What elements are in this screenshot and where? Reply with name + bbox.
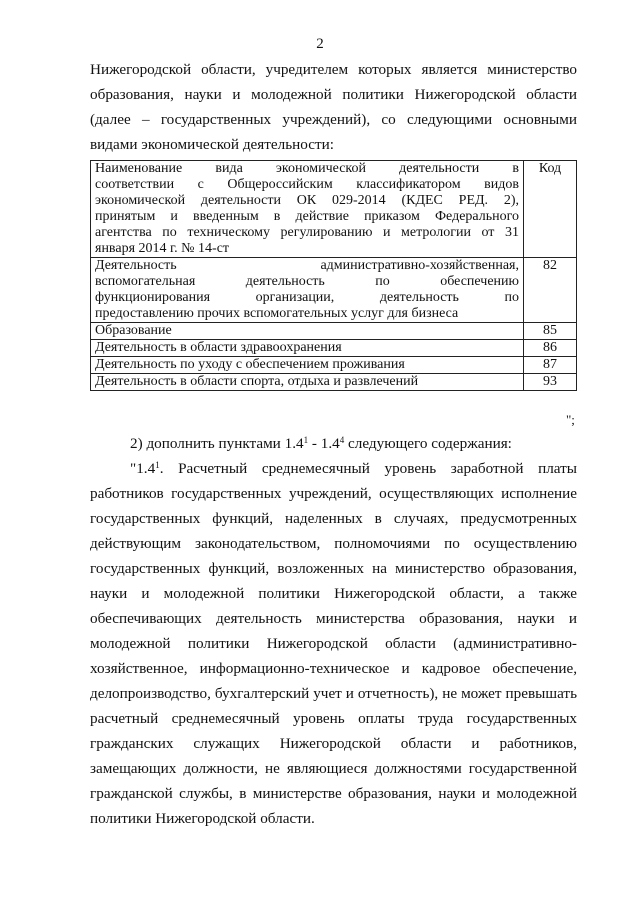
item-2-text: следующего содержания: bbox=[344, 435, 512, 452]
table-row bbox=[91, 340, 577, 357]
table-header-row bbox=[91, 161, 577, 258]
row-code-cell: 87 bbox=[524, 357, 577, 374]
item-1-4-1-first-line bbox=[90, 456, 577, 481]
activity-table bbox=[90, 160, 577, 391]
paragraph-line: замещающих должности, не являющиеся должностями государственной bbox=[90, 760, 577, 777]
cell-line: соответствии с Общероссийским классификатором видов bbox=[95, 177, 519, 192]
cell-line: Деятельность по уходу с обеспечением проживания bbox=[95, 357, 405, 372]
superscript: 1 bbox=[155, 460, 160, 470]
row-name-cell bbox=[91, 357, 524, 374]
paragraph-line: гражданской службы, в министерстве образования, науки и молодежной bbox=[90, 785, 577, 802]
item-2-text: 2) дополнить пунктами 1.4 bbox=[130, 435, 304, 452]
table-row bbox=[91, 323, 577, 340]
item-2-text: - 1.4 bbox=[308, 435, 340, 452]
paragraph-line: расчетный среднемесячный уровень оплаты труда государственных bbox=[90, 710, 577, 727]
table-row bbox=[91, 357, 577, 374]
paragraph-line: работников государственных учреждений, осуществляющих исполнение bbox=[90, 485, 577, 502]
row-name-cell bbox=[91, 374, 524, 391]
cell-line: принятым и введенным в действие приказом Федерального bbox=[95, 209, 519, 224]
row-name-cell bbox=[91, 340, 524, 357]
paragraph-line: государственных функций, наделенных в случаях, предусмотренных bbox=[90, 510, 577, 527]
paragraph-line: обеспечивающих деятельность министерства образования, науки и bbox=[90, 610, 577, 627]
row-name-cell bbox=[91, 258, 524, 323]
row-code-cell: 93 bbox=[524, 374, 577, 391]
paragraph-line: хозяйственное, информационно-техническое и кадровое обеспечение, bbox=[90, 660, 577, 677]
intro-line: образования, науки и молодежной политики Нижегородской области bbox=[90, 86, 577, 103]
superscript: 1 bbox=[303, 435, 309, 445]
intro-line: видами экономической деятельности: bbox=[90, 136, 334, 153]
intro-line: (далее – государственных учреждений), со следующими основными bbox=[90, 111, 577, 128]
table-row bbox=[91, 374, 577, 391]
item-2-line bbox=[90, 431, 577, 456]
item-1-4-1-text: . Расчетный среднемесячный уровень заработной платы bbox=[159, 460, 577, 477]
cell-line: Деятельность в области спорта, отдыха и развлечений bbox=[95, 374, 419, 389]
cell-line: агентства по техническому регулированию и метрологии от 31 bbox=[95, 225, 519, 240]
cell-line: Деятельность административно-хозяйственная, bbox=[95, 258, 519, 273]
superscript: 4 bbox=[339, 435, 345, 445]
cell-line: функционирования организации, деятельность по bbox=[95, 290, 519, 305]
paragraph-line: политики Нижегородской области. bbox=[90, 810, 315, 827]
table-closing-quote: "; bbox=[566, 412, 575, 427]
paragraph-line: молодежной политики Нижегородской области (административно- bbox=[90, 635, 577, 652]
header-name-cell bbox=[91, 161, 524, 258]
cell-line: вспомогательная деятельность по обеспечению bbox=[95, 274, 519, 289]
cell-line: экономической деятельности ОК 029-2014 (КДЕС РЕД. 2), bbox=[95, 193, 519, 208]
item-1-4-1-text: "1.4 bbox=[130, 460, 156, 477]
cell-line: Образование bbox=[95, 323, 172, 338]
row-code-cell: 86 bbox=[524, 340, 577, 357]
row-name-cell bbox=[91, 323, 524, 340]
cell-line: предоставлению прочих вспомогательных услуг для бизнеса bbox=[95, 306, 459, 321]
cell-line: Деятельность в области здравоохранения bbox=[95, 340, 342, 355]
cell-line: Наименование вида экономической деятельности в bbox=[95, 161, 519, 176]
table-row bbox=[91, 258, 577, 323]
header-code-cell: Код bbox=[524, 161, 577, 258]
paragraph-line: науки и молодежной политики Нижегородской области, а также bbox=[90, 585, 577, 602]
row-code-cell: 82 bbox=[524, 258, 577, 323]
paragraph-line: действующим законодательством, полномочиями по осуществлению bbox=[90, 535, 577, 552]
intro-line: Нижегородской области, учредителем которых является министерство bbox=[90, 61, 577, 78]
paragraph-line: гражданских служащих Нижегородской области и работников, bbox=[90, 735, 577, 752]
row-code-cell: 85 bbox=[524, 323, 577, 340]
paragraph-line: делопроизводство, бухгалтерский учет и отчетность), не может превышать bbox=[90, 685, 577, 702]
amendment-text bbox=[90, 431, 577, 831]
cell-line: января 2014 г. № 14-ст bbox=[95, 241, 230, 256]
page-number: 2 bbox=[316, 36, 324, 52]
paragraph-line: государственных функций, возложенных на министерство образования, bbox=[90, 560, 577, 577]
intro-paragraph bbox=[90, 57, 577, 157]
